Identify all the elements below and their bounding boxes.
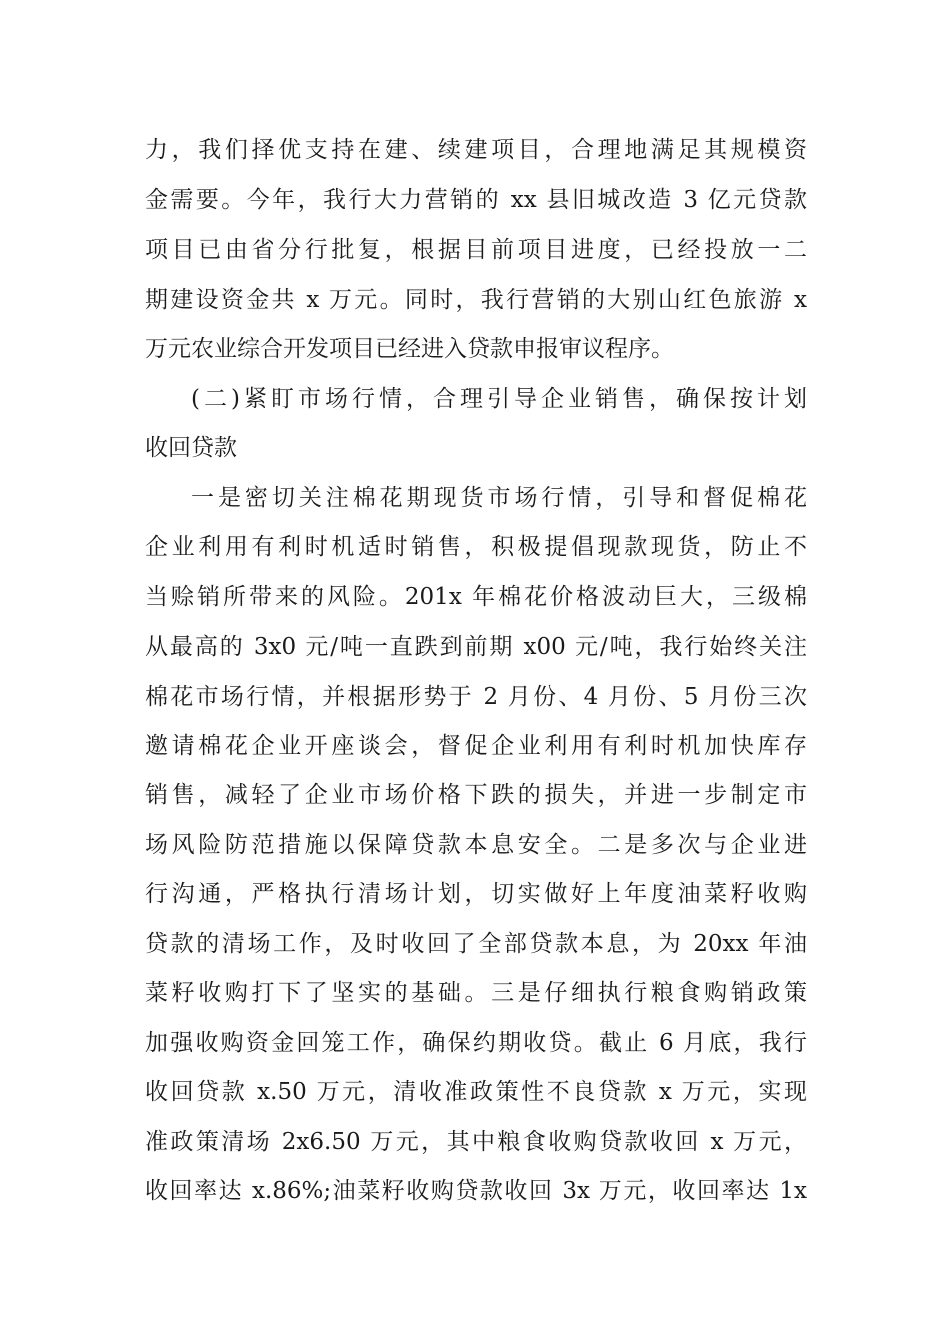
text-line-17: 贷款的清场工作，及时收回了全部贷款本息，为 20xx 年油 [145, 931, 807, 957]
text-line-13: 邀请棉花企业开座谈会，督促企业利用有利时机加快库存 [145, 733, 807, 759]
text-line-19: 加强收购资金回笼工作，确保约期收贷。截止 6 月底，我行 [145, 1030, 807, 1056]
text-line-21: 准政策清场 2x6.50 万元，其中粮食收购贷款收回 x 万元， [145, 1129, 807, 1155]
text-line-15: 场风险防范措施以保障贷款本息安全。二是多次与企业进 [145, 832, 807, 858]
text-line-3: 项目已由省分行批复，根据目前项目进度，已经投放一二 [145, 237, 807, 263]
section-heading-line-2: 收回贷款 [145, 435, 237, 461]
text-line-9: 企业利用有利时机适时销售，积极提倡现款现货，防止不 [145, 534, 807, 560]
text-line-14: 销售，减轻了企业市场价格下跌的损失，并进一步制定市 [145, 782, 807, 808]
text-line-4: 期建设资金共 x 万元。同时，我行营销的大别山红色旅游 x [145, 287, 807, 313]
text-line-8: 一是密切关注棉花期现货市场行情，引导和督促棉花 [191, 485, 807, 511]
text-line-22: 收回率达 x.86%;油菜籽收购贷款收回 3x 万元，收回率达 1x [145, 1178, 807, 1204]
text-line-18: 菜籽收购打下了坚实的基础。三是仔细执行粮食购销政策 [145, 980, 807, 1006]
section-heading-line-1: (二)紧盯市场行情，合理引导企业销售，确保按计划 [191, 386, 807, 412]
text-line-2: 金需要。今年，我行大力营销的 xx 县旧城改造 3 亿元贷款 [145, 187, 807, 213]
text-line-20: 收回贷款 x.50 万元，清收准政策性不良贷款 x 万元，实现 [145, 1079, 807, 1105]
text-line-12: 棉花市场行情，并根据形势于 2 月份、4 月份、5 月份三次 [145, 684, 807, 710]
text-line-10: 当赊销所带来的风险。201x 年棉花价格波动巨大，三级棉 [145, 584, 807, 610]
text-line-5: 万元农业综合开发项目已经进入贷款申报审议程序。 [145, 336, 674, 362]
text-line-1: 力，我们择优支持在建、续建项目，合理地满足其规模资 [145, 137, 807, 163]
text-line-16: 行沟通，严格执行清场计划，切实做好上年度油菜籽收购 [145, 881, 807, 907]
text-line-11: 从最高的 3x0 元/吨一直跌到前期 x00 元/吨，我行始终关注 [145, 634, 807, 660]
